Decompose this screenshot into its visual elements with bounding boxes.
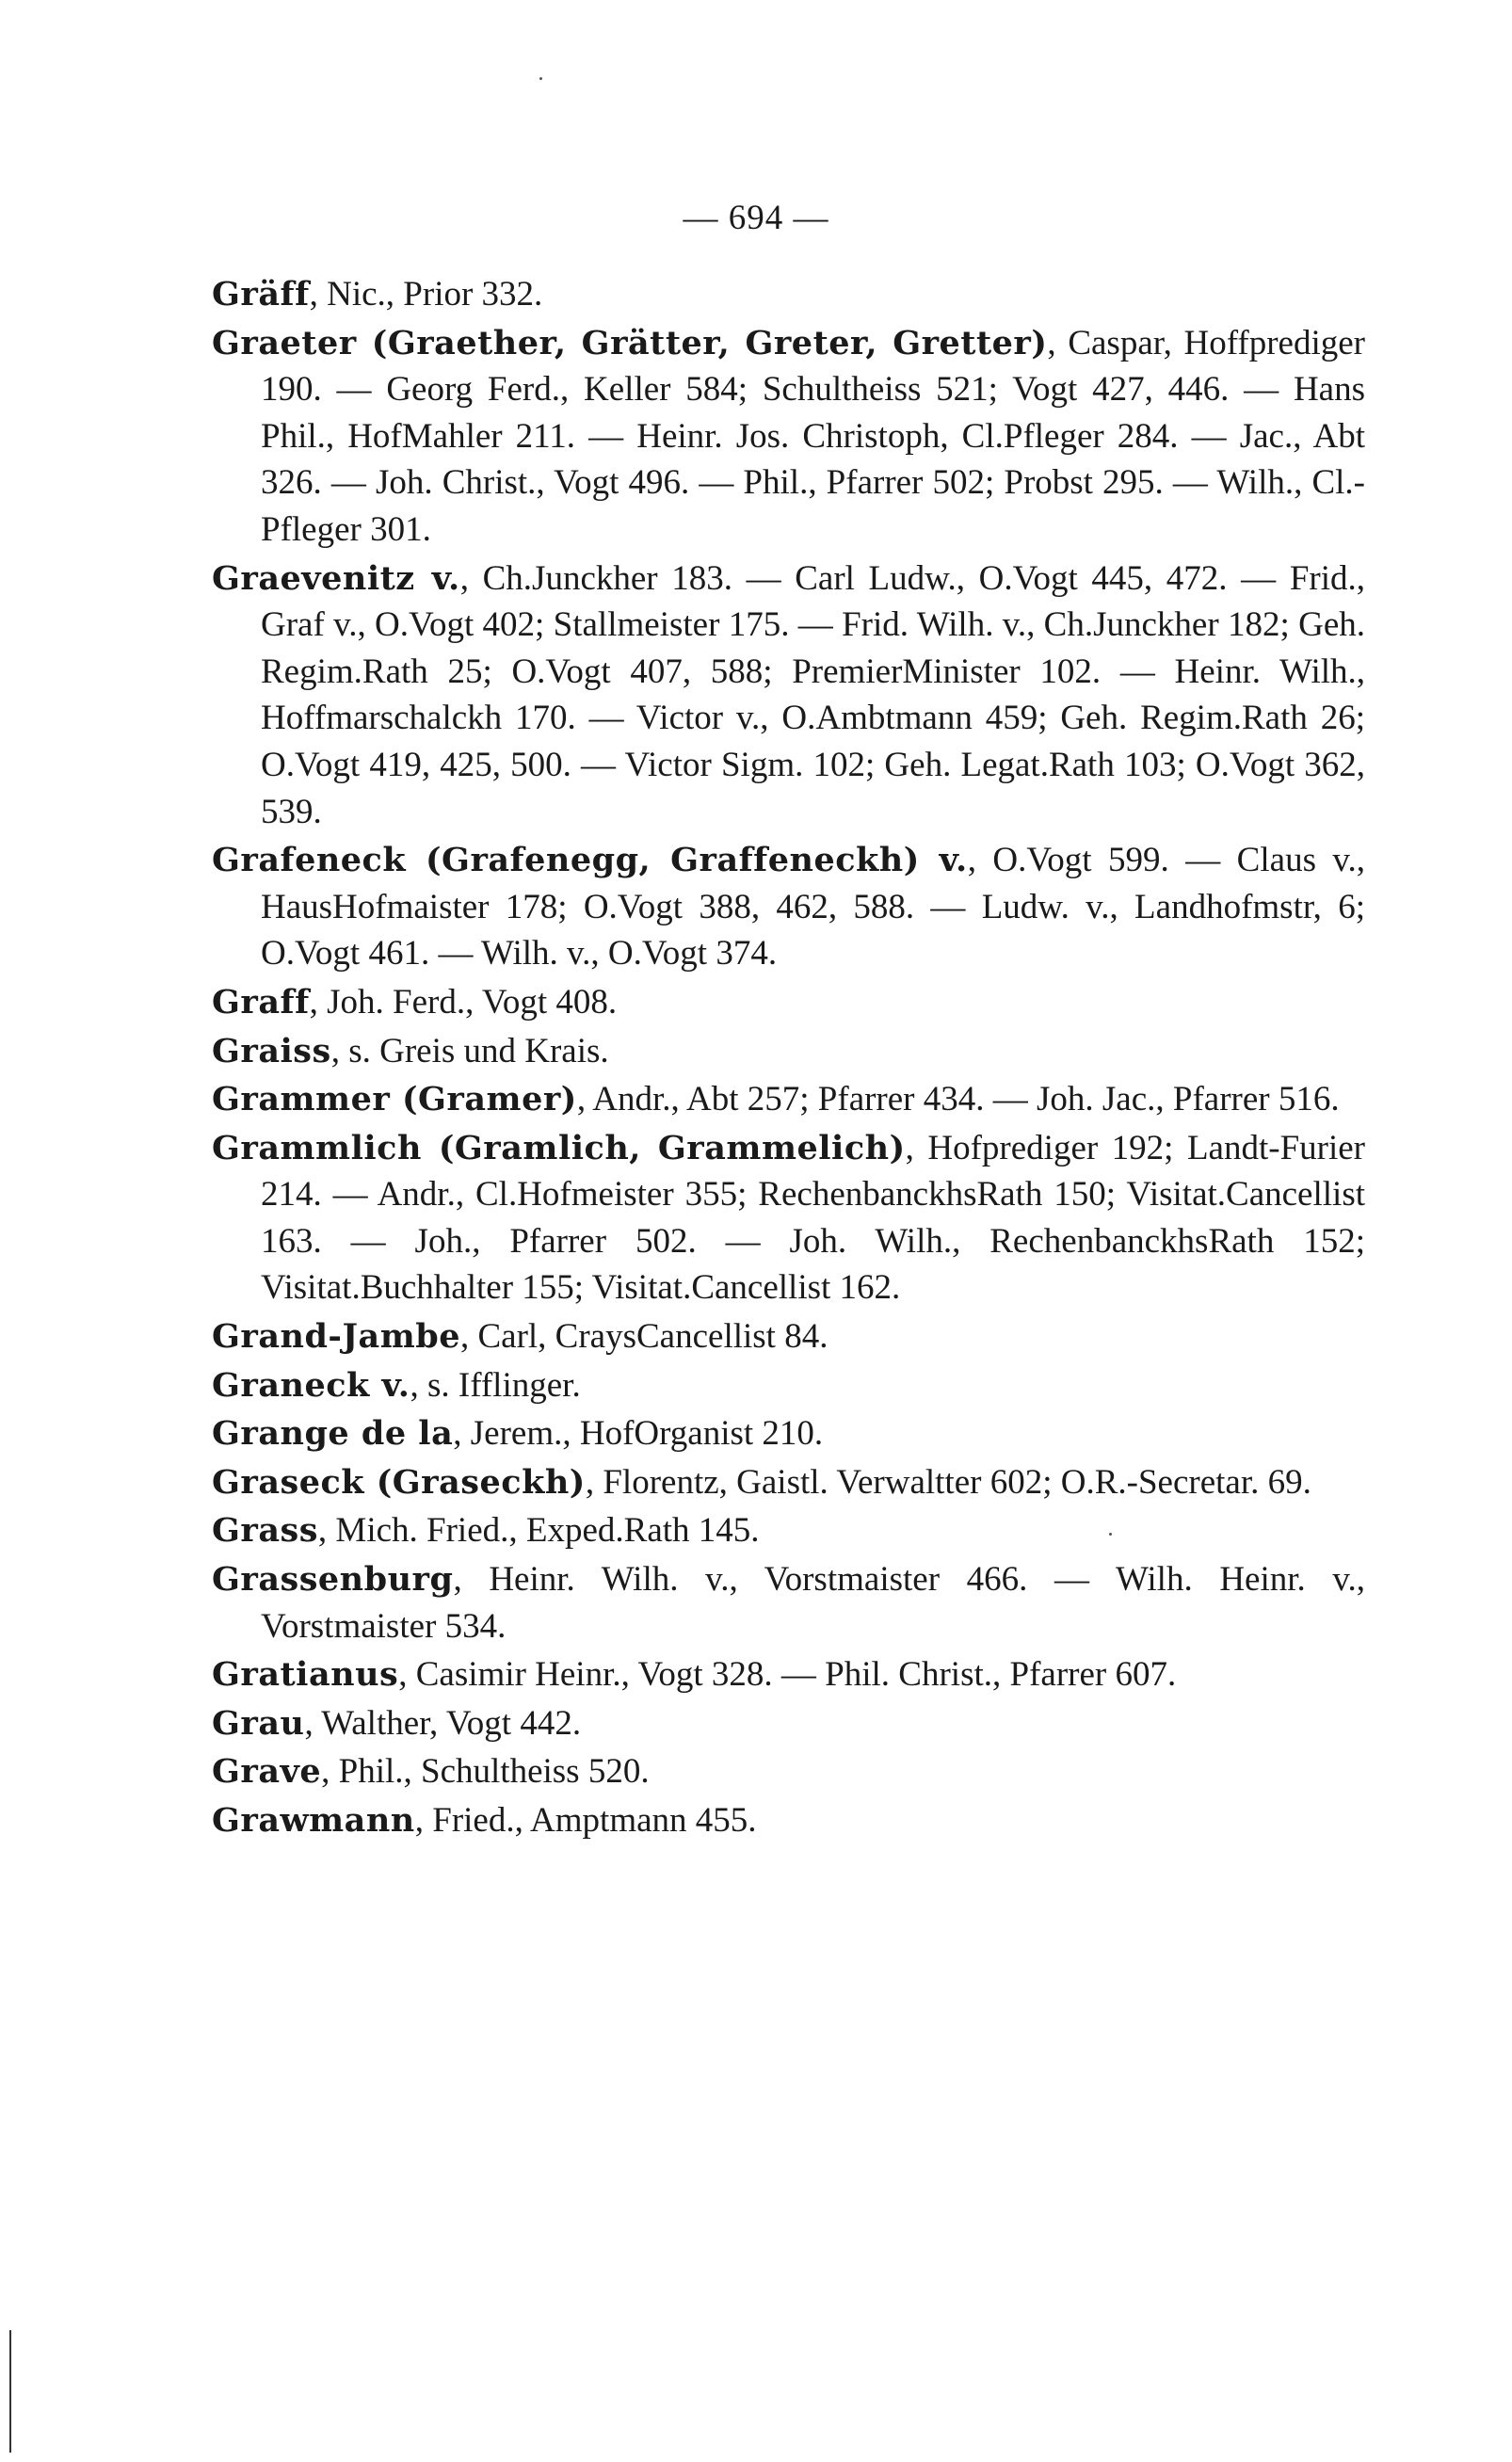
entry-details: , Nic., Prior 332. xyxy=(309,275,543,314)
entry-surname: Grawmann xyxy=(212,1801,415,1840)
entry-details: , s. Greis und Krais. xyxy=(330,1031,609,1070)
entry-surname: Graiss xyxy=(212,1031,331,1070)
entry-details: , Mich. Fried., Exped.Rath 145. xyxy=(317,1511,760,1551)
entry-details: , Heinr. Wilh. v., Vorstmaister 466. — Wilh. Heinr. v., Vorstmaister 534. xyxy=(261,1560,1365,1646)
entry-surname: Gräff xyxy=(212,275,310,314)
register-entries xyxy=(212,271,1365,1846)
entry-surname: Graneck v. xyxy=(212,1365,410,1405)
entry-details: , Andr., Abt 257; Pfarrer 434. — Joh. Jac., Pfarrer 516. xyxy=(576,1080,1340,1119)
scan-speck xyxy=(1109,1533,1112,1536)
register-entry xyxy=(212,555,1365,836)
register-entry xyxy=(212,1651,1365,1698)
register-entry xyxy=(212,1700,1365,1747)
entry-details: , Joh. Ferd., Vogt 408. xyxy=(309,982,618,1022)
entry-surname: Grass xyxy=(212,1511,318,1551)
register-entry xyxy=(212,1748,1365,1795)
entry-details: , Jerem., HofOrganist 210. xyxy=(453,1414,824,1454)
register-entry xyxy=(212,1410,1365,1457)
entry-surname: Grange de la xyxy=(212,1414,454,1454)
entry-surname: Grau xyxy=(212,1703,305,1743)
entry-details: , Casimir Heinr., Vogt 328. — Phil. Christ., Pfarrer 607. xyxy=(398,1655,1177,1695)
register-entry xyxy=(212,837,1365,977)
entry-surname: Graeter (Graether, Grätter, Greter, Gretter) xyxy=(212,323,1048,362)
entry-surname: Graevenitz v. xyxy=(212,558,460,598)
entry-surname: Grassenburg xyxy=(212,1560,454,1600)
scan-edge-mark xyxy=(9,2330,11,2453)
entry-details: , Walther, Vogt 442. xyxy=(304,1703,582,1743)
entry-surname: Grammer (Gramer) xyxy=(212,1080,577,1119)
entry-details: , Florentz, Gaistl. Verwaltter 602; O.R.-Secretar. 69. xyxy=(585,1462,1311,1502)
entry-surname: Gratianus xyxy=(212,1655,399,1695)
entry-details: , Phil., Schultheiss 520. xyxy=(321,1752,650,1792)
entry-details: , Fried., Amptmann 455. xyxy=(414,1801,757,1840)
entry-details: , Carl, CraysCancellist 84. xyxy=(459,1317,828,1357)
entry-surname: Graseck (Graseckh) xyxy=(212,1462,586,1502)
register-entry xyxy=(212,1125,1365,1311)
page-number: — 694 — xyxy=(683,199,829,237)
entry-details: , Caspar, Hoffprediger 190. — Georg Ferd., Keller 584; Schultheiss 521; Vogt 427, 446. — Hans Phil., HofMahler 211. — Heinr. Jos. Christoph, Cl.Pfleger 284. — Jac., Abt 326. — Joh. Christ., Vogt 496. — Phil., Pfarrer 502; Probst 295. — Wilh., Cl.-Pfleger 301. xyxy=(261,323,1365,549)
register-entry xyxy=(212,1797,1365,1844)
register-entry xyxy=(212,271,1365,318)
register-entry xyxy=(212,979,1365,1026)
entry-surname: Grave xyxy=(212,1752,322,1792)
entry-surname: Grafeneck (Grafenegg, Graffeneckh) v. xyxy=(212,841,968,880)
entry-surname: Graff xyxy=(212,982,310,1022)
entry-details: , Ch.Junckher 183. — Carl Ludw., O.Vogt 445, 472. — Frid., Graf v., O.Vogt 402; Stallmeister 175. — Frid. Wilh. v., Ch.Junckher 182; Geh. Regim.Rath 25; O.Vogt 407, 588; PremierMinister 102. — Heinr. Wilh., Hoffmarschalckh 170. — Victor v., O.Ambtmann 459; Geh. Regim.Rath 26; O.Vogt 419, 425, 500. — Victor Sigm. 102; Geh. Legat.Rath 103; O.Vogt 362, 539. xyxy=(261,558,1365,831)
entry-details: , s. Ifflinger. xyxy=(410,1365,581,1405)
register-entry xyxy=(212,320,1365,554)
scan-speck xyxy=(539,77,542,80)
entry-surname: Grand-Jambe xyxy=(212,1317,460,1357)
register-entry xyxy=(212,1028,1365,1075)
entry-details: , Hofprediger 192; Landt-Furier 214. — Andr., Cl.Hofmeister 355; RechenbanckhsRath 150; Visitat.Cancellist 163. — Joh., Pfarrer 502. — Joh. Wilh., RechenbanckhsRath 152; Visitat.Buchhalter 155; Visitat.Cancellist 162. xyxy=(261,1128,1365,1308)
register-entry xyxy=(212,1556,1365,1649)
entry-details: , O.Vogt 599. — Claus v., HausHofmaister 178; O.Vogt 388, 462, 588. — Ludw. v., Landhofmstr, 6; O.Vogt 461. — Wilh. v., O.Vogt 374. xyxy=(261,841,1366,974)
register-entry xyxy=(212,1507,1365,1554)
register-entry xyxy=(212,1362,1365,1409)
entry-surname: Grammlich (Gramlich, Grammelich) xyxy=(212,1128,906,1167)
register-entry xyxy=(212,1076,1365,1123)
register-entry xyxy=(212,1313,1365,1360)
register-entry xyxy=(212,1459,1365,1506)
